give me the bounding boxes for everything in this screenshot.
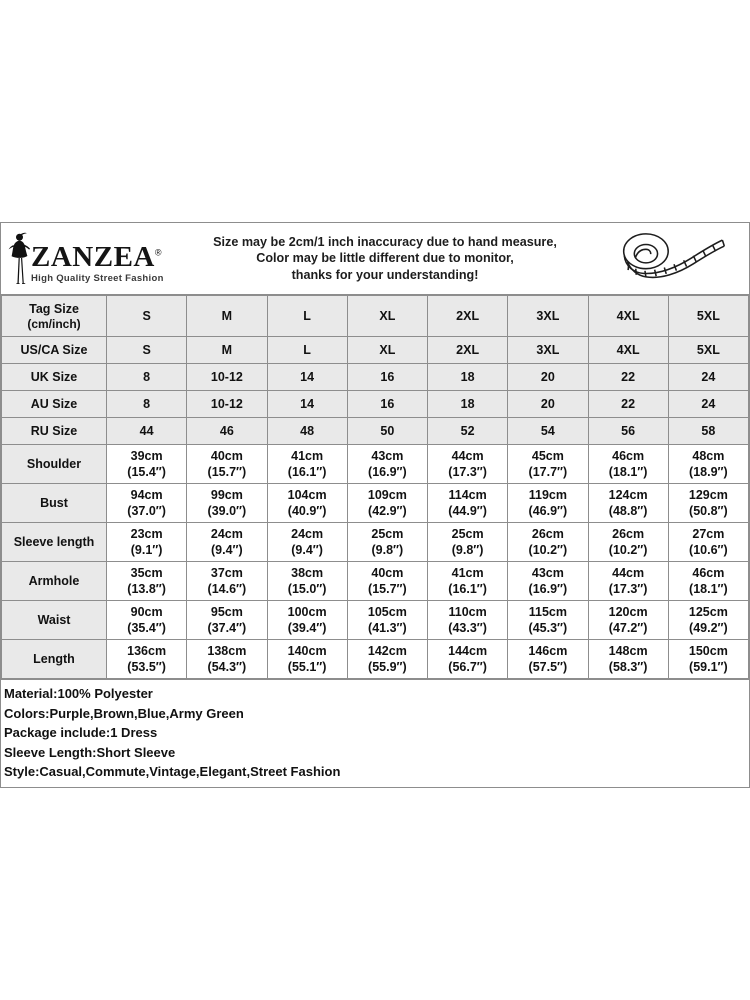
value-cm: 41cm [451,566,484,580]
value-inch: (16.1″) [287,465,327,479]
value-cm: 148cm [608,644,648,658]
table-cell: 46 [187,418,267,445]
table-cell [347,484,427,523]
value-cm: 40cm [371,566,404,580]
column-header: S [107,296,187,337]
column-header: 2XL [428,296,508,337]
value-cm: 144cm [448,644,488,658]
value-inch: (15.7″) [207,465,247,479]
table-cell: 8 [107,391,187,418]
value-cm: 124cm [608,488,648,502]
value-inch: (58.3″) [608,660,648,674]
value-inch: (37.0″) [127,504,166,518]
table-cell [668,562,748,601]
value-inch: (59.1″) [689,660,728,674]
measurement-notice [171,234,599,284]
value-cm: 46cm [612,449,645,463]
table-cell: 54 [508,418,588,445]
value-inch: (9.8″) [371,543,404,557]
table-row [2,391,749,418]
column-header: 4XL [588,296,668,337]
row-label: US/CA Size [2,337,107,364]
row-label: Shoulder [2,445,107,484]
value-cm: 24cm [210,527,243,541]
table-cell: M [187,337,267,364]
value-inch: (54.3″) [207,660,247,674]
table-cell: 50 [347,418,427,445]
table-row [2,445,749,484]
row-label: Bust [2,484,107,523]
value-inch: (50.8″) [689,504,728,518]
table-cell [107,562,187,601]
table-row [2,562,749,601]
table-cell [187,484,267,523]
table-cell: 8 [107,364,187,391]
value-inch: (17.3″) [448,465,487,479]
value-inch: (49.2″) [689,621,728,635]
value-cm: 43cm [531,566,564,580]
registered-mark: ® [154,246,162,257]
value-inch: (56.7″) [448,660,487,674]
table-cell [107,523,187,562]
size-table [1,295,749,679]
column-header: L [267,296,347,337]
table-cell [508,445,588,484]
row-label: Waist [2,601,107,640]
table-cell [347,562,427,601]
table-cell: 24 [668,391,748,418]
value-cm: 48cm [692,449,725,463]
value-inch: (39.4″) [287,621,327,635]
value-inch: (39.0″) [207,504,247,518]
value-inch: (15.4″) [127,465,166,479]
notice-line-2: Color may be little different due to monitor, [256,251,514,266]
table-cell: 22 [588,364,668,391]
table-cell [508,562,588,601]
value-inch: (35.4″) [127,621,166,635]
size-chart-container [0,222,750,788]
value-inch: (9.4″) [291,543,323,557]
value-inch: (14.6″) [207,582,247,596]
table-cell: S [107,337,187,364]
table-cell [508,601,588,640]
table-cell: 44 [107,418,187,445]
table-cell [428,640,508,679]
table-cell: 18 [428,364,508,391]
column-header: M [187,296,267,337]
value-inch: (17.3″) [608,582,648,596]
row-label: UK Size [2,364,107,391]
table-cell [187,562,267,601]
column-header: 3XL [508,296,588,337]
table-cell [668,640,748,679]
value-inch: (15.0″) [287,582,327,596]
size-table-body [2,296,749,679]
value-inch: (16.9″) [368,465,407,479]
value-cm: 39cm [130,449,163,463]
table-cell [508,484,588,523]
table-cell [187,523,267,562]
table-row [2,364,749,391]
value-cm: 104cm [287,488,327,502]
value-inch: (16.9″) [528,582,568,596]
table-cell [347,601,427,640]
table-cell: 16 [347,391,427,418]
value-cm: 150cm [688,644,728,658]
table-cell [187,445,267,484]
table-cell [347,445,427,484]
table-cell [267,562,347,601]
value-inch: (55.9″) [368,660,407,674]
value-inch: (43.3″) [448,621,487,635]
value-inch: (37.4″) [207,621,247,635]
value-cm: 26cm [612,527,645,541]
table-cell [428,601,508,640]
chart-header [1,223,749,295]
table-cell [107,601,187,640]
detail-colors: Colors:Purple,Brown,Blue,Army Green [4,705,244,721]
value-cm: 24cm [291,527,324,541]
brand-name-text: ZANZEA [31,240,155,273]
row-label: Length [2,640,107,679]
value-inch: (15.7″) [368,582,407,596]
table-cell: 58 [668,418,748,445]
column-header: XL [347,296,427,337]
table-cell [267,523,347,562]
table-cell: 18 [428,391,508,418]
table-cell [107,484,187,523]
value-cm: 40cm [210,449,243,463]
brand-name [31,240,162,273]
brand-tagline: High Quality Street Fashion [31,272,164,284]
value-cm: 35cm [130,566,163,580]
value-cm: 25cm [451,527,484,541]
value-inch: (16.1″) [448,582,487,596]
value-inch: (9.8″) [451,543,484,557]
woman-silhouette-icon [7,232,33,284]
table-cell [668,601,748,640]
detail-material: Material:100% Polyester [4,686,153,701]
table-cell [508,523,588,562]
table-cell [267,640,347,679]
table-cell [428,484,508,523]
value-cm: 119cm [528,488,567,502]
value-inch: (18.1″) [608,465,648,479]
table-cell: 2XL [428,337,508,364]
value-inch: (9.1″) [130,543,163,557]
table-cell [588,484,668,523]
table-cell [668,445,748,484]
table-row [2,337,749,364]
table-cell: XL [347,337,427,364]
table-cell [267,601,347,640]
value-cm: 100cm [287,605,327,619]
detail-sleeve-length: Sleeve Length:Short Sleeve [4,744,176,760]
value-cm: 142cm [367,644,407,658]
value-inch: (42.9″) [368,504,407,518]
value-cm: 23cm [130,527,163,541]
table-cell: 20 [508,391,588,418]
tag-size-unit: (cm/inch) [27,316,81,331]
value-cm: 37cm [210,566,243,580]
value-cm: 43cm [371,449,404,463]
header-row-label [2,296,107,337]
value-cm: 95cm [210,605,243,619]
value-cm: 25cm [371,527,404,541]
table-cell [267,484,347,523]
row-label: AU Size [2,391,107,418]
table-cell: 48 [267,418,347,445]
table-row [2,640,749,679]
value-cm: 105cm [367,605,407,619]
value-inch: (40.9″) [287,504,327,518]
value-inch: (17.7″) [528,465,568,479]
value-cm: 26cm [531,527,564,541]
value-cm: 146cm [528,644,568,658]
value-cm: 94cm [130,488,163,502]
measuring-tape-icon [599,229,749,289]
row-label: Sleeve length [2,523,107,562]
table-cell: 14 [267,391,347,418]
row-label: RU Size [2,418,107,445]
table-cell [267,445,347,484]
value-inch: (9.4″) [211,543,243,557]
value-inch: (47.2″) [608,621,648,635]
table-row [2,523,749,562]
value-cm: 38cm [291,566,324,580]
value-cm: 114cm [448,488,487,502]
value-cm: 44cm [612,566,645,580]
value-inch: (18.9″) [689,465,728,479]
table-cell [668,523,748,562]
value-inch: (10.6″) [689,543,728,557]
value-inch: (55.1″) [287,660,327,674]
table-cell [588,601,668,640]
table-cell [668,484,748,523]
table-header-row [2,296,749,337]
value-cm: 110cm [448,605,487,619]
value-inch: (45.3″) [528,621,568,635]
value-inch: (18.1″) [689,582,728,596]
detail-package: Package include:1 Dress [4,725,158,740]
value-cm: 45cm [531,449,564,463]
table-cell [107,445,187,484]
table-row [2,601,749,640]
value-cm: 140cm [287,644,327,658]
value-cm: 44cm [451,449,484,463]
table-cell: 24 [668,364,748,391]
value-cm: 138cm [207,644,247,658]
table-cell: 10-12 [187,391,267,418]
value-cm: 99cm [210,488,243,502]
table-cell [428,445,508,484]
table-cell [588,445,668,484]
value-inch: (57.5″) [528,660,568,674]
table-cell: 16 [347,364,427,391]
table-cell: L [267,337,347,364]
value-cm: 109cm [367,488,407,502]
table-cell: 22 [588,391,668,418]
value-cm: 115cm [528,605,567,619]
table-cell: 10-12 [187,364,267,391]
table-row [2,418,749,445]
value-inch: (44.9″) [448,504,487,518]
table-cell: 5XL [668,337,748,364]
notice-line-1: Size may be 2cm/1 inch inaccuracy due to hand measure, [213,234,557,249]
table-cell [588,562,668,601]
value-inch: (46.9″) [528,504,568,518]
detail-style: Style:Casual,Commute,Vintage,Elegant,Street Fashion [4,764,341,779]
value-cm: 27cm [692,527,725,541]
value-inch: (53.5″) [127,660,166,674]
value-inch: (10.2″) [608,543,648,557]
table-cell [107,640,187,679]
notice-line-3: thanks for your understanding! [291,267,479,282]
table-cell: 14 [267,364,347,391]
value-inch: (41.3″) [368,621,407,635]
value-cm: 136cm [127,644,167,658]
value-cm: 120cm [608,605,648,619]
table-cell: 3XL [508,337,588,364]
tag-size-label: Tag Size [29,301,79,316]
value-cm: 90cm [130,605,163,619]
value-inch: (13.8″) [127,582,166,596]
column-header: 5XL [668,296,748,337]
brand-logo [1,232,171,286]
table-cell [588,523,668,562]
table-cell: 4XL [588,337,668,364]
value-cm: 125cm [688,605,728,619]
value-inch: (48.8″) [608,504,648,518]
value-cm: 129cm [688,488,728,502]
table-cell [588,640,668,679]
table-cell [428,562,508,601]
table-cell: 20 [508,364,588,391]
table-cell: 56 [588,418,668,445]
table-cell [187,601,267,640]
table-cell: 52 [428,418,508,445]
product-details [1,679,749,787]
table-row [2,484,749,523]
table-cell [347,523,427,562]
value-inch: (10.2″) [528,543,568,557]
value-cm: 46cm [692,566,725,580]
value-cm: 41cm [291,449,324,463]
table-cell [187,640,267,679]
table-cell [508,640,588,679]
table-cell [347,640,427,679]
table-cell [428,523,508,562]
row-label: Armhole [2,562,107,601]
